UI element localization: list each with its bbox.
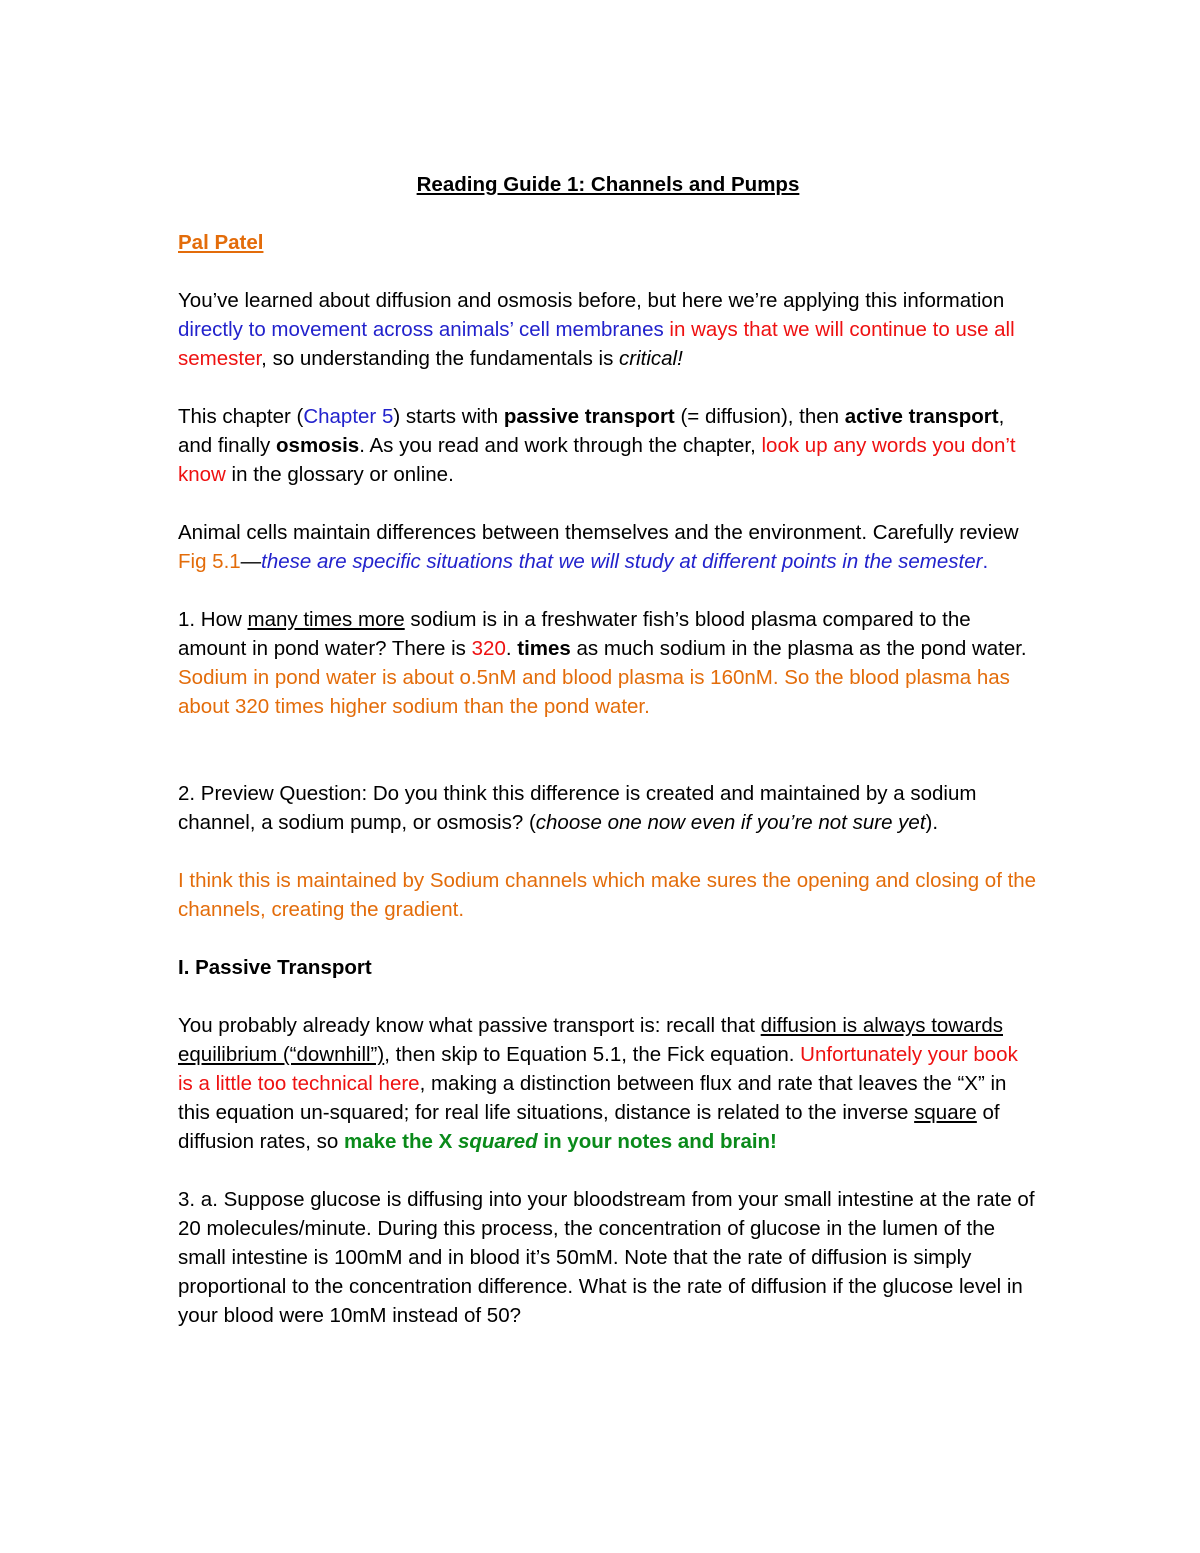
question-1	[178, 605, 1038, 663]
chapter-text-1: This chapter (	[178, 405, 304, 428]
q1-text-4: as much sodium in the plasma as the pond water.	[570, 637, 1027, 660]
passive-underlined-square: square	[914, 1101, 977, 1124]
animal-text: Animal cells maintain differences between themselves and the environment. Carefully review	[178, 521, 1019, 544]
passive-text-1: You probably already know what passive transport is: recall that	[178, 1014, 761, 1037]
figure-reference: Fig 5.1	[178, 550, 241, 573]
q1-underlined: many times more	[247, 608, 405, 631]
animal-period: .	[982, 550, 989, 573]
passive-text-3: , making a distinction between flux and rate that leaves the “X” in this equation un-squared; for real life situations, distance is related to the inverse	[178, 1072, 1007, 1124]
passive-text-2: , then skip to Equation 5.1, the Fick equation.	[384, 1043, 801, 1066]
chapter-text-4: , and finally	[178, 405, 1005, 457]
passive-highlight-red: Unfortunately your book is a little too technical here	[178, 1043, 1018, 1095]
passive-text-4: of diffusion rates, so	[178, 1101, 1000, 1153]
q2-italic: choose one now even if you’re not sure yet	[535, 811, 926, 834]
passive-transport-paragraph	[178, 1011, 1038, 1156]
q1-bold-times: times	[517, 637, 571, 660]
chapter-text-3: (= diffusion), then	[674, 405, 845, 428]
chapter-reference: Chapter 5	[303, 405, 394, 428]
intro-highlight-blue: directly to movement across animals’ cell membranes	[178, 318, 664, 341]
chapter-highlight-red: look up any words you don’t know	[178, 434, 1016, 486]
q1-answer: Sodium in pond water is about o.5nM and blood plasma is 160nM. So the blood plasma has about 320 times higher sodium than the pond water.	[178, 666, 1010, 718]
q1-answer-number: 320	[471, 637, 506, 660]
term-passive-transport: passive transport	[503, 405, 675, 428]
document-title: Reading Guide 1: Channels and Pumps	[416, 173, 800, 196]
intro-text: You’ve learned about diffusion and osmosis before, but here we’re applying this information	[178, 289, 1005, 312]
author-name: Pal Patel	[178, 231, 264, 254]
intro-highlight-red: in ways that we will continue to use all semester	[178, 318, 1015, 370]
q1-text-2: sodium is in a freshwater fish’s blood plasma compared to the amount in pond water? There is	[178, 608, 971, 660]
intro-text-2: , so understanding the fundamentals is	[261, 347, 620, 370]
q1-text-1: 1. How	[178, 608, 248, 631]
question-2	[178, 779, 1038, 837]
q1-text-3: .	[505, 637, 518, 660]
passive-green-squared: squared	[457, 1130, 538, 1153]
intro-critical: critical!	[619, 347, 683, 370]
passive-underlined-1: diffusion is always towards equilibrium (“downhill”)	[178, 1014, 1003, 1066]
animal-cells-paragraph	[178, 518, 1038, 576]
q2-answer: I think this is maintained by Sodium channels which make sures the opening and closing of the channels, creating the gradient.	[178, 869, 1037, 921]
passive-green-1: make the X	[344, 1130, 458, 1153]
section-heading-passive-transport: I. Passive Transport	[178, 956, 372, 979]
animal-italic-note: these are specific situations that we will study at different points in the semester	[261, 550, 983, 573]
q2-text-1: 2. Preview Question: Do you think this difference is created and maintained by a sodium channel, a sodium pump, or osmosis? (	[178, 782, 977, 834]
chapter-text-2: ) starts with	[393, 405, 504, 428]
question-3: 3. a. Suppose glucose is diffusing into your bloodstream from your small intestine at the rate of 20 molecules/minute. During this process, the concentration of glucose in the lumen of the small intestine is 100mM and in blood it’s 50mM. Note that the rate of diffusion is simply proportional to the concentration difference. What is the rate of diffusion if the glucose level in your blood were 10mM instead of 50?	[178, 1188, 1035, 1327]
passive-green-3: in your notes and brain!	[537, 1130, 777, 1153]
chapter-text-5: . As you read and work through the chapter,	[359, 434, 762, 457]
animal-dash: —	[240, 550, 262, 573]
term-osmosis: osmosis	[276, 434, 360, 457]
intro-paragraph	[178, 286, 1038, 373]
term-active-transport: active transport	[844, 405, 999, 428]
document-page	[178, 170, 1038, 1330]
q2-text-2: ).	[925, 811, 939, 834]
chapter-text-6: in the glossary or online.	[225, 463, 454, 486]
chapter-paragraph	[178, 402, 1038, 489]
